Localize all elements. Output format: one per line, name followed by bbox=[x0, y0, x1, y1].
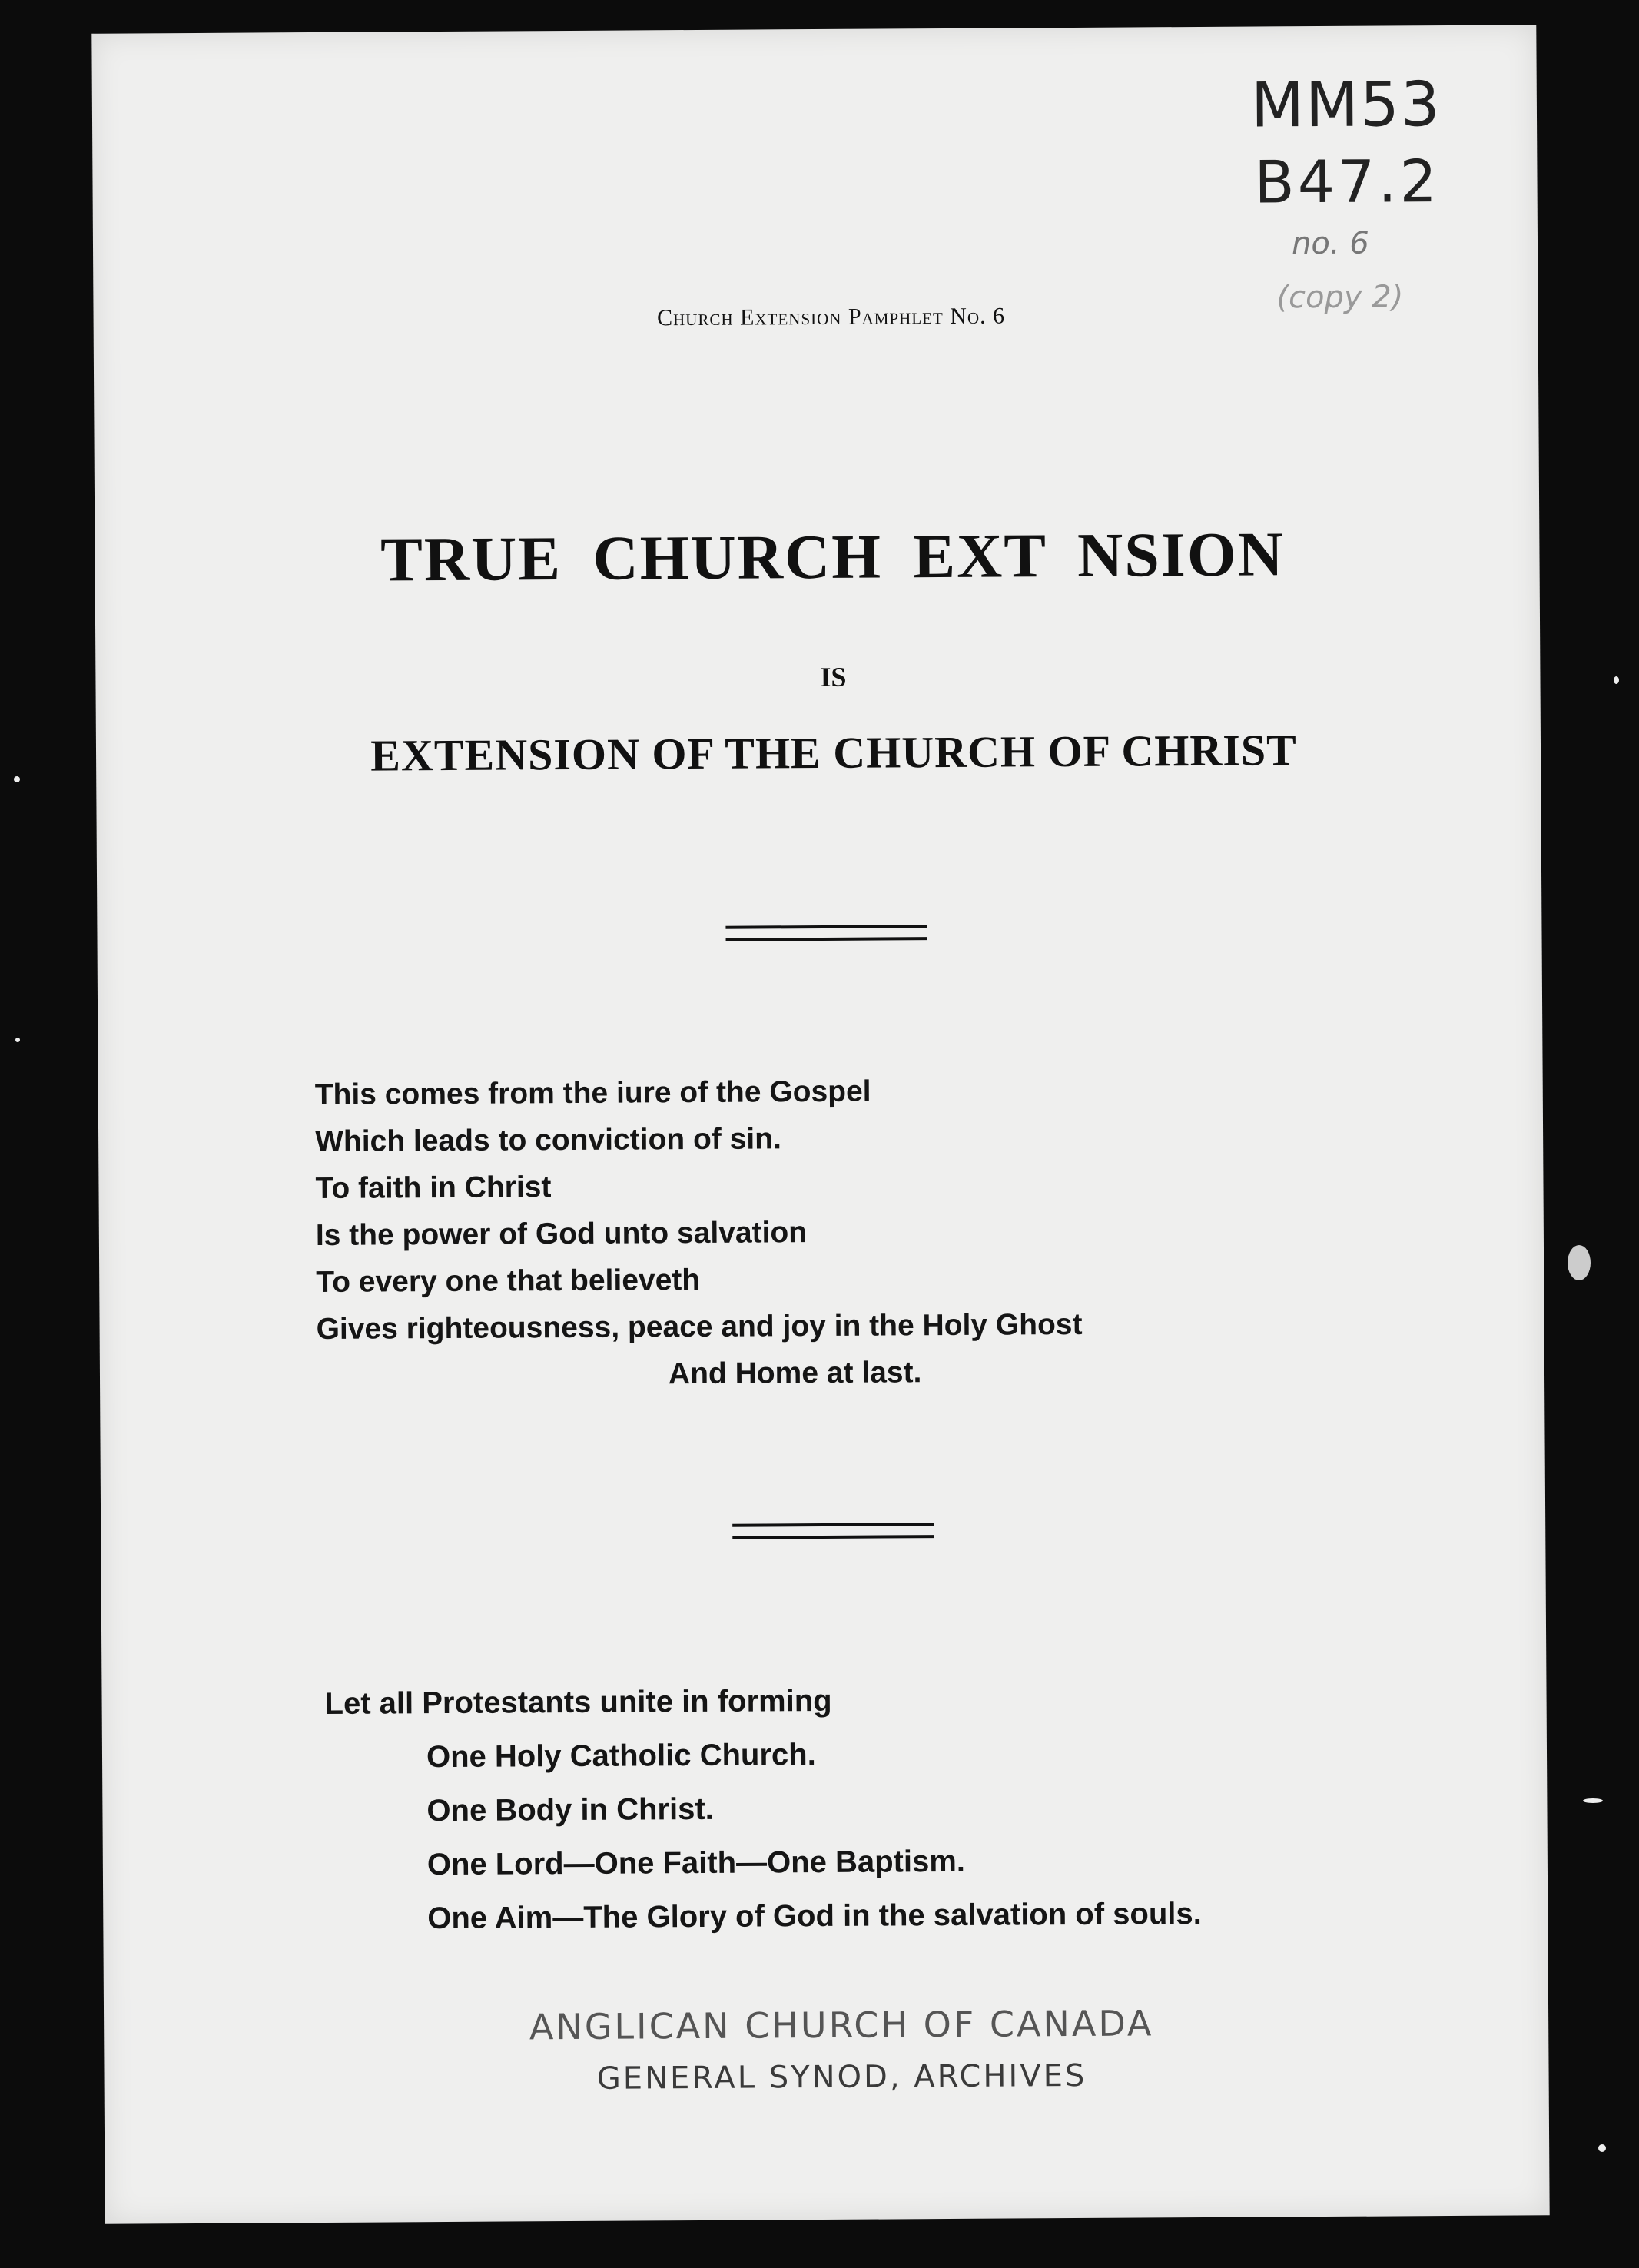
verse-line: To faith in Christ bbox=[315, 1171, 552, 1206]
exhortation-item: One Lord—One Faith—One Baptism. bbox=[426, 1844, 966, 1882]
page-title: TRUE CHURCH EXT NSION bbox=[380, 519, 1286, 595]
title-connector: IS bbox=[820, 661, 847, 692]
handwritten-shelf-mark: B47.2 bbox=[1254, 147, 1441, 217]
scan-speck bbox=[1614, 676, 1619, 684]
exhortation-item: One Body in Christ. bbox=[426, 1791, 714, 1828]
verse-line: This comes from the iure of the Gospel bbox=[314, 1074, 871, 1112]
handwritten-call-number: MM53 bbox=[1250, 68, 1442, 141]
handwritten-copy-note: (copy 2) bbox=[1276, 279, 1404, 316]
verse-line: Which leads to conviction of sin. bbox=[314, 1122, 781, 1159]
scan-speck bbox=[1583, 1798, 1603, 1803]
pamphlet-page bbox=[91, 25, 1549, 2223]
exhortation-item: One Holy Catholic Church. bbox=[426, 1738, 816, 1775]
scan-speck bbox=[14, 776, 20, 782]
archive-stamp-line: ANGLICAN CHURCH OF CANADA bbox=[529, 2002, 1154, 2048]
verse-line: Is the power of God unto salvation bbox=[315, 1216, 808, 1253]
double-rule-divider bbox=[725, 925, 927, 941]
archive-stamp-line: GENERAL SYNOD, ARCHIVES bbox=[596, 2057, 1087, 2097]
verse-closing-line: And Home at last. bbox=[668, 1356, 922, 1391]
scan-speck bbox=[15, 1038, 20, 1042]
handwritten-number-note: no. 6 bbox=[1291, 225, 1369, 262]
scan-speck bbox=[1568, 1245, 1591, 1280]
verse-line: Gives righteousness, peace and joy in the Holy Ghost bbox=[316, 1307, 1083, 1347]
series-heading: Church Extension Pamphlet No. 6 bbox=[656, 303, 1006, 331]
verse-line: To every one that believeth bbox=[316, 1263, 701, 1300]
page-subtitle: EXTENSION OF THE CHURCH OF CHRIST bbox=[370, 725, 1297, 781]
scan-speck bbox=[1598, 2144, 1606, 2152]
exhortation-item: One Aim—The Glory of God in the salvation of souls. bbox=[427, 1896, 1202, 1936]
exhortation-intro: Let all Protestants unite in forming bbox=[324, 1683, 832, 1721]
verse-block bbox=[315, 1067, 1083, 1400]
double-rule-divider bbox=[732, 1523, 934, 1539]
exhortation-block bbox=[324, 1672, 1202, 1946]
